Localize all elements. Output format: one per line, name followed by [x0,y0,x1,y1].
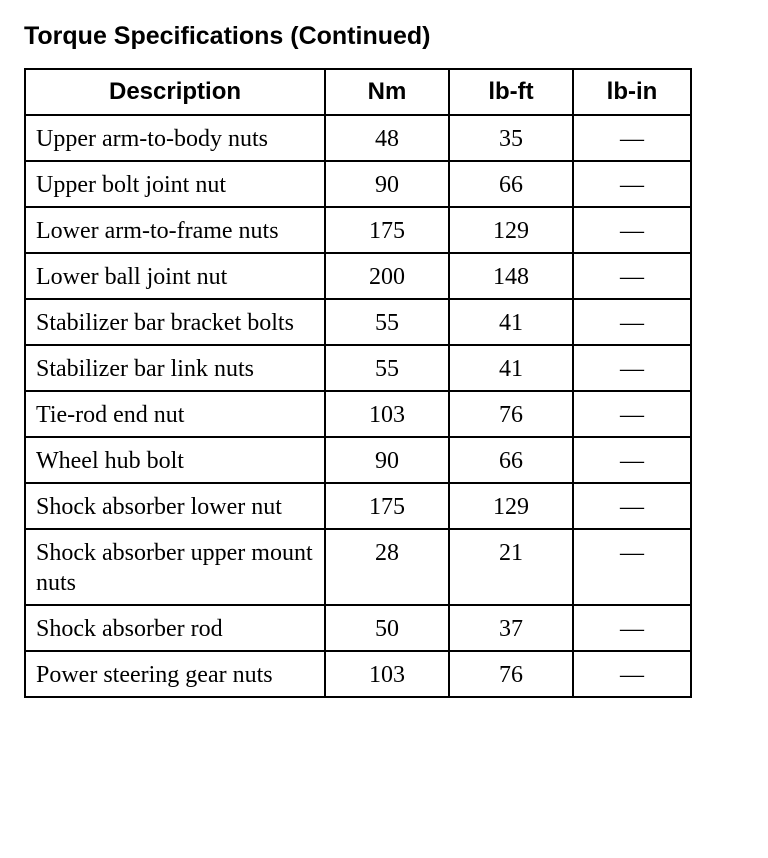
lb-ft-cell: 41 [449,345,573,391]
column-header-lb-in: lb-in [573,69,691,115]
lb-ft-cell: 129 [449,207,573,253]
lb-ft-cell: 35 [449,115,573,161]
nm-cell: 200 [325,253,449,299]
nm-cell: 103 [325,391,449,437]
lb-ft-cell: 66 [449,161,573,207]
lb-in-cell: — [573,253,691,299]
lb-in-cell: — [573,299,691,345]
table-row [25,483,691,529]
description-cell: Wheel hub bolt [25,437,325,483]
table-row [25,253,691,299]
lb-in-cell: — [573,437,691,483]
description-cell: Upper arm-to-body nuts [25,115,325,161]
column-header-nm: Nm [325,69,449,115]
lb-in-cell: — [573,529,691,605]
lb-ft-cell: 66 [449,437,573,483]
lb-in-cell: — [573,115,691,161]
table-row [25,605,691,651]
table-row [25,437,691,483]
description-cell: Stabilizer bar bracket bolts [25,299,325,345]
lb-in-cell: — [573,391,691,437]
table-row [25,529,691,605]
nm-cell: 50 [325,605,449,651]
table-row [25,345,691,391]
lb-ft-cell: 148 [449,253,573,299]
description-cell: Stabilizer bar link nuts [25,345,325,391]
description-cell: Shock absorber rod [25,605,325,651]
description-cell: Power steering gear nuts [25,651,325,697]
table-row [25,299,691,345]
description-cell: Lower arm-to-frame nuts [25,207,325,253]
table-row [25,651,691,697]
table-row [25,161,691,207]
nm-cell: 175 [325,207,449,253]
nm-cell: 90 [325,437,449,483]
table-row [25,391,691,437]
lb-in-cell: — [573,605,691,651]
lb-ft-cell: 76 [449,651,573,697]
lb-in-cell: — [573,161,691,207]
table-row [25,207,691,253]
description-cell: Shock absorber upper mount nuts [25,529,325,605]
description-cell: Upper bolt joint nut [25,161,325,207]
nm-cell: 175 [325,483,449,529]
lb-in-cell: — [573,483,691,529]
lb-ft-cell: 129 [449,483,573,529]
description-cell: Tie-rod end nut [25,391,325,437]
lb-ft-cell: 37 [449,605,573,651]
torque-spec-table [24,68,692,698]
page-title: Torque Specifications (Continued) [24,22,431,50]
nm-cell: 55 [325,345,449,391]
description-cell: Lower ball joint nut [25,253,325,299]
table-row [25,115,691,161]
column-header-description: Description [25,69,325,115]
lb-in-cell: — [573,207,691,253]
table-header-row [25,69,691,115]
lb-ft-cell: 41 [449,299,573,345]
column-header-lb-ft: lb-ft [449,69,573,115]
description-cell: Shock absorber lower nut [25,483,325,529]
nm-cell: 48 [325,115,449,161]
lb-in-cell: — [573,651,691,697]
nm-cell: 55 [325,299,449,345]
nm-cell: 90 [325,161,449,207]
lb-ft-cell: 76 [449,391,573,437]
lb-ft-cell: 21 [449,529,573,605]
lb-in-cell: — [573,345,691,391]
nm-cell: 28 [325,529,449,605]
nm-cell: 103 [325,651,449,697]
